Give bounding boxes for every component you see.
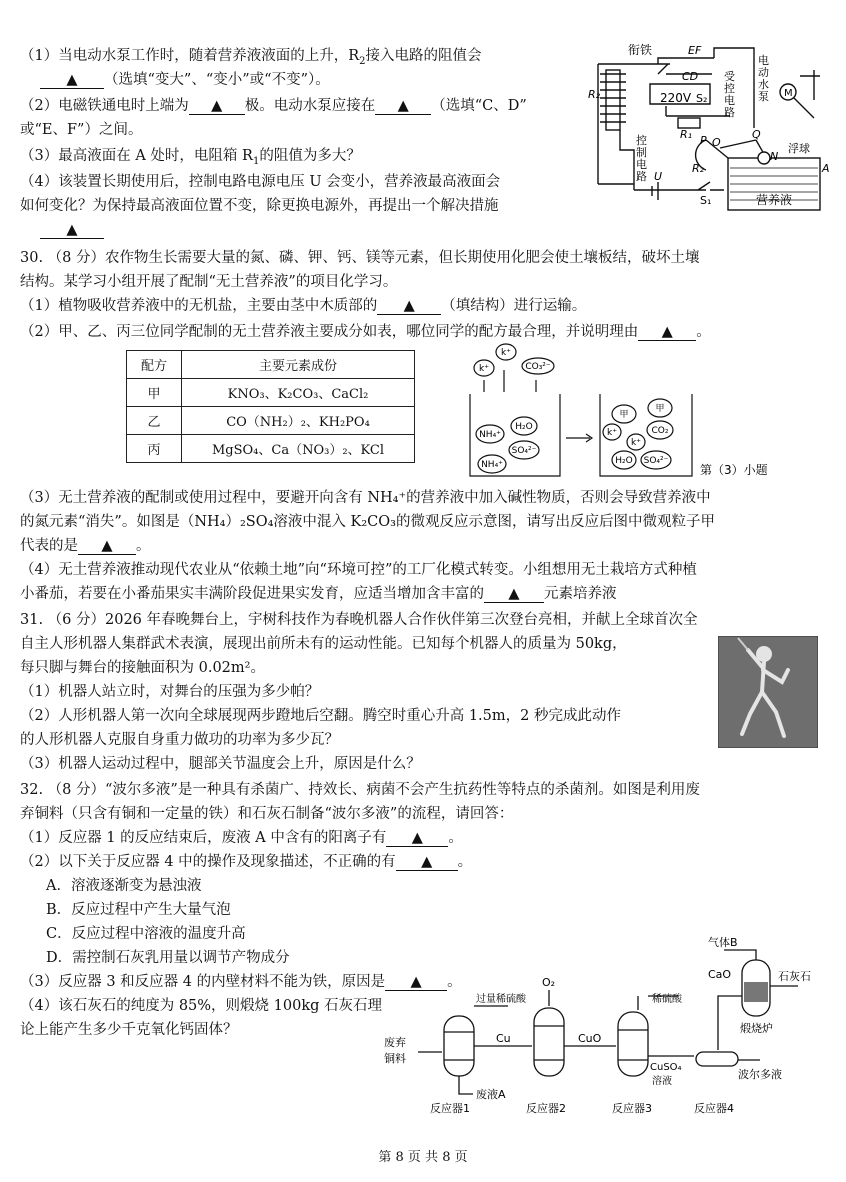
q31-part3: （3）机器人运动过程中，腿部关节温度会上升，原因是什么？ (20, 756, 421, 772)
q32-head: 32. （8 分）“波尔多液”是一种具有杀菌广、持效长、病菌不会产生抗药性等特点的杀菌剂。如图是利用废 (20, 782, 700, 798)
table-header: 主要元素成份 (182, 351, 415, 379)
q31-head3: 每只脚与舞台的接触面积为 0.02m²。 (20, 660, 265, 676)
label-controlled (724, 70, 735, 119)
table-header-row (127, 351, 415, 379)
q29-part4-blank (40, 220, 104, 240)
robot-photo (718, 636, 818, 748)
svg-text:泵: 泵 (758, 90, 769, 103)
answer-blank[interactable]: ▲ (40, 222, 104, 239)
diagram-caption: 第（3）小题 (700, 463, 768, 477)
q29-part1-cont: ▲ （选填“变大”、“变小”或“不变”）。 (40, 70, 330, 90)
answer-blank[interactable]: ▲ (484, 586, 544, 603)
answer-blank[interactable]: ▲ (386, 830, 448, 847)
q32-part2: （2）以下关于反应器 4 中的操作及现象描述，不正确的有 ▲ 。 (20, 854, 473, 870)
label-r1: R₁ (680, 128, 693, 141)
table-row (127, 379, 415, 407)
flow-furnace: 煅烧炉 (740, 1022, 773, 1035)
flow-reactor-1: 反应器1 (430, 1102, 470, 1115)
q30-head: 30. （8 分）农作物生长需要大量的氮、磷、钾、钙、镁等元素，但长期使用化肥会使土壤板结，破坏土壤 (20, 250, 700, 266)
answer-blank[interactable]: ▲ (375, 98, 431, 115)
table-row (127, 407, 415, 435)
table-cell: 丙 (127, 435, 182, 463)
option-b: B．反应过程中产生大量气泡 (46, 902, 231, 918)
label-u: U (654, 170, 663, 183)
q31-part2: （2）人形机器人第一次向全球展现两步蹬地后空翻。腾空时重心升高 1.5m，2 秒完成此动作 (20, 708, 621, 724)
table-cell: KNO₃、K₂CO₃、CaCl₂ (182, 379, 415, 407)
option-d: D．需控制石灰乳用量以调节产物成分 (46, 950, 290, 966)
answer-blank[interactable]: ▲ (189, 98, 245, 115)
q30-part4-cont: 小番茄，若要在小番茄果实丰满阶段促进果实发育，应适当增加含丰富的 ▲ 元素培养液 (20, 586, 617, 602)
particle-label: k⁺ (607, 428, 617, 438)
flow-cao: CaO (708, 968, 732, 981)
label-s1: S₁ (700, 194, 712, 207)
flow-reactor-2: 反应器2 (526, 1102, 566, 1115)
flow-reactor-4: 反应器4 (694, 1102, 734, 1115)
q31-part1: （1）机器人站立时，对舞台的压强为多少帕？ (20, 684, 320, 700)
label-float: 浮球 (788, 142, 810, 155)
table-header: 配方 (127, 351, 182, 379)
particle-label: 甲 (655, 404, 665, 414)
q29-part1: （1）当电动水泵工作时，随着营养液液面的上升，$R_2$接入电路的阻值会 (20, 48, 482, 67)
label-armature: 衔铁 (628, 43, 653, 57)
table-cell: 乙 (127, 407, 182, 435)
label-cd: CD (682, 70, 699, 83)
q32-part4: （4）该石灰石的纯度为 85%，则煅烧 100kg 石灰石理 (20, 998, 383, 1014)
svg-text:电: 电 (636, 158, 647, 171)
option-c: C．反应过程中溶液的温度升高 (46, 926, 246, 942)
label-n: N (770, 150, 779, 163)
flow-cuo: CuO (578, 1032, 602, 1045)
q31-head2: 自主人形机器人集群武术表演，展现出前所未有的运动性能。已知每个机器人的质量为 50kg， (20, 636, 627, 652)
flow-scrap-1: 废弃 (384, 1036, 406, 1049)
answer-blank[interactable]: ▲ (385, 974, 447, 991)
q30-part3-cont: 的氮元素“消失”。如图是（NH₄）₂SO₄溶液中混入 K₂CO₃的微观反应示意图，请写出反应后图中微观粒子甲 (20, 514, 715, 530)
label-r2: R₂ (692, 162, 705, 175)
particle-label: H₂O (615, 456, 633, 466)
composition-table (126, 350, 415, 463)
answer-blank[interactable]: ▲ (377, 298, 441, 315)
particle-label: CO₂ (651, 426, 669, 436)
label-q: Q (752, 128, 761, 141)
particle-label: SO₄²⁻ (511, 446, 537, 456)
svg-text:电: 电 (724, 94, 735, 107)
answer-blank[interactable]: ▲ (396, 854, 458, 871)
q31-part2-cont: 的人形机器人克服自身重力做功的功率为多少瓦？ (20, 732, 339, 748)
label-ef: EF (688, 44, 702, 57)
svg-text:控: 控 (636, 134, 647, 147)
q32-part1: （1）反应器 1 的反应结束后，废液 A 中含有的阳离子有 ▲ 。 (20, 830, 463, 846)
particle-label: 甲 (619, 410, 629, 420)
label-s2: S₂ (696, 92, 708, 105)
flow-cu: Cu (496, 1032, 511, 1045)
q30-part3: （3）无土营养液的配制或使用过程中，要避开向含有 NH₄⁺的营养液中加入碱性物质，否则会导致营养液中 (20, 490, 711, 506)
flow-cuso4: CuSO₄ (650, 1062, 682, 1073)
label-voltage: 220V (660, 91, 692, 105)
q31-head: 31. （6 分）2026 年春晚舞台上，宇树科技作为春晚机器人合作伙伴第三次登台亮相，并献上全球首次全 (20, 612, 698, 628)
particle-label: k⁺ (631, 438, 641, 448)
label-o: O (712, 136, 721, 149)
particle-label: H₂O (515, 422, 533, 432)
flow-bordeaux: 波尔多液 (738, 1068, 782, 1081)
flow-reactor-3: 反应器3 (612, 1102, 652, 1115)
label-control (636, 133, 647, 183)
label-p: P (700, 134, 707, 147)
label-motor: M (784, 88, 793, 99)
flow-excess-acid: 过量稀硫酸 (476, 994, 526, 1005)
flow-waste-a: 废液A (476, 1088, 506, 1101)
svg-text:水: 水 (758, 78, 769, 91)
q30-head2: 结构。某学习小组开展了配制“无土营养液”的项目化学习。 (20, 274, 398, 290)
q29-part3: （3）最高液面在 A 处时，电阻箱 $R_1$的阻值为多大？ (20, 148, 361, 167)
answer-blank[interactable]: ▲ (40, 72, 104, 89)
label-nutrient: 营养液 (756, 193, 793, 207)
reaction-diagram (460, 342, 780, 482)
process-flow-diagram (378, 936, 834, 1116)
particle-label: CO₃²⁻ (525, 362, 551, 372)
table-row (127, 435, 415, 463)
particle-label: NH₄⁺ (481, 460, 503, 470)
circuit-diagram (588, 40, 834, 218)
svg-text:路: 路 (636, 170, 647, 183)
q30-part1: （1）植物吸收营养液中的无机盐，主要由茎中木质部的 ▲ （填结构）进行运输。 (20, 298, 587, 314)
table-cell: CO（NH₂）₂、KH₂PO₄ (182, 407, 415, 435)
flow-scrap-2: 铜料 (384, 1052, 406, 1065)
q30-part3-cont2: 代表的是 ▲ 。 (20, 538, 151, 554)
svg-text:动: 动 (758, 66, 769, 79)
q32-head2: 弃铜料（只含有铜和一定量的铁）和石灰石制备“波尔多液”的流程，请回答： (20, 806, 514, 822)
q30-part4: （4）无土营养液推动现代农业从“依赖土地”向“环境可控”的工厂化模式转变。小组想用无土栽培方式种植 (20, 562, 697, 578)
q32-part3: （3）反应器 3 和反应器 4 的内壁材料不能为铁，原因是 ▲ 。 (20, 974, 462, 990)
flow-o2: O₂ (542, 976, 556, 989)
answer-blank[interactable]: ▲ (78, 538, 136, 555)
particle-label: NH₄⁺ (479, 430, 501, 440)
table-cell: 甲 (127, 379, 182, 407)
q29-part4: （4）该装置长期使用后，控制电路电源电压 U 会变小，营养液最高液面会 (20, 174, 501, 190)
q29-part2: （2）电磁铁通电时上端为 ▲ 极。电动水泵应接在 ▲ （选填“C、D” (20, 98, 527, 114)
particle-label: k⁺ (479, 364, 489, 374)
page-footer: 第 8 页 共 8 页 (378, 1150, 468, 1165)
q30-part2: （2）甲、乙、丙三位同学配制的无土营养液主要成分如表，哪位同学的配方最合理，并说明理由 ▲ 。 (20, 324, 711, 340)
q32-part4-cont: 论上能产生多少千克氧化钙固体？ (20, 1022, 238, 1038)
svg-text:路: 路 (724, 106, 735, 119)
label-pump (758, 53, 769, 103)
q29-part4-cont: 如何变化？为保持最高液面位置不变，除更换电源外，再提出一个解决措施 (20, 198, 499, 214)
answer-blank[interactable]: ▲ (638, 324, 696, 341)
svg-text:电: 电 (758, 54, 769, 67)
q29-part2-cont: 或“E、F”）之间。 (20, 122, 143, 138)
flow-gas-b: 气体B (708, 936, 738, 949)
flow-solution: 溶液 (652, 1076, 672, 1087)
particle-label: SO₄²⁻ (643, 456, 669, 466)
svg-text:受: 受 (724, 70, 735, 83)
flow-dilute-acid: 稀硫酸 (652, 994, 682, 1005)
flow-limestone: 石灰石 (778, 970, 811, 983)
label-r2-left: R₂ (588, 88, 601, 101)
label-a: A (822, 162, 830, 175)
option-a: A．溶液逐渐变为悬浊液 (46, 878, 202, 894)
svg-text:制: 制 (636, 146, 647, 159)
particle-label: k⁺ (501, 348, 511, 358)
svg-text:控: 控 (724, 82, 735, 95)
table-cell: MgSO₄、Ca（NO₃）₂、KCl (182, 435, 415, 463)
